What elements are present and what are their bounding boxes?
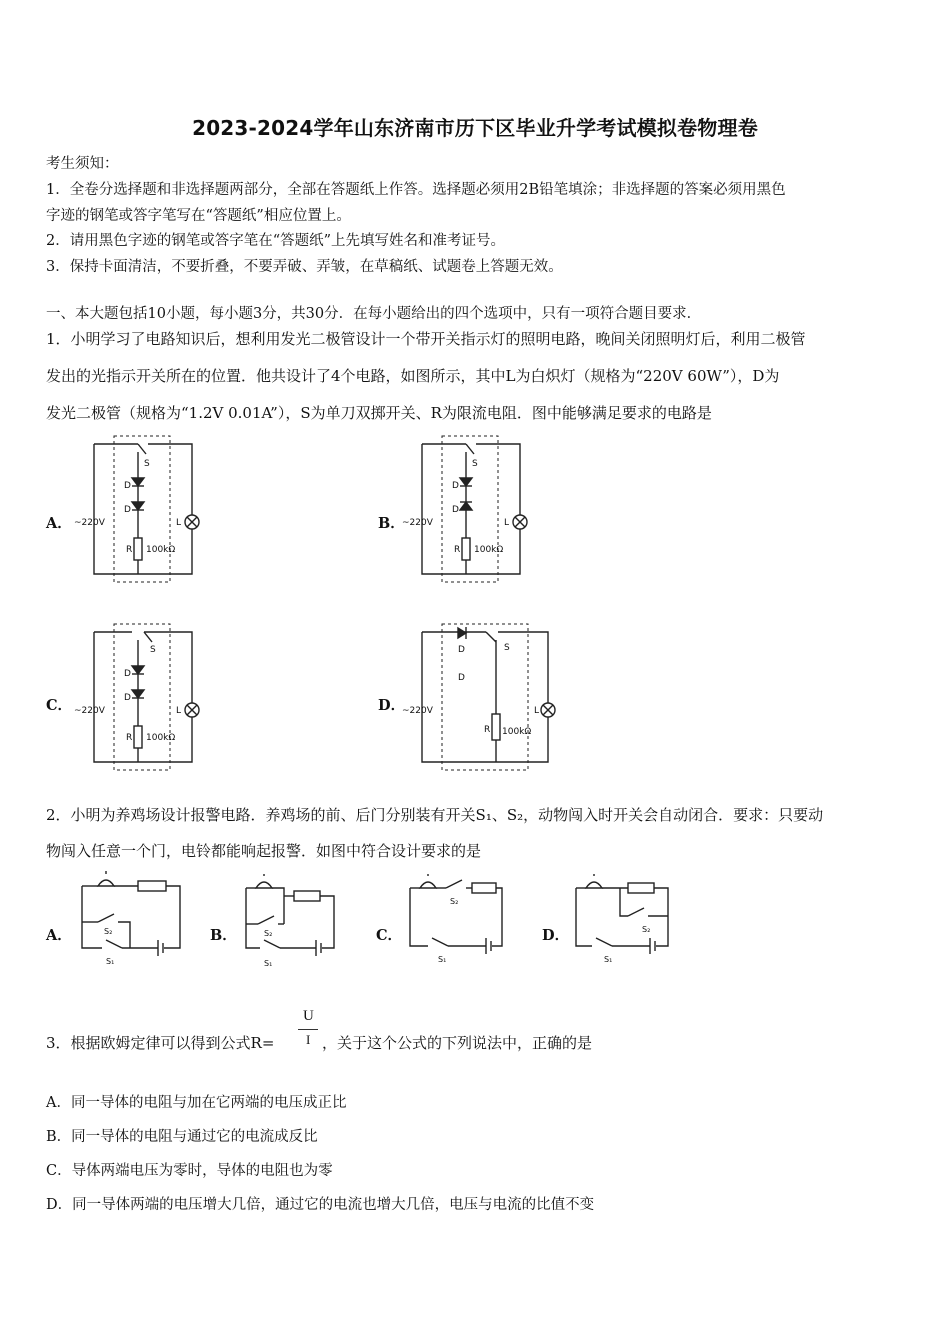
fraction-denominator: I (306, 1032, 311, 1047)
q3-choice-a: A．同一导体的电阻与加在它两端的电压成正比 (46, 1095, 347, 1111)
alarm-circuit-c (402, 874, 512, 970)
diode-label: D (124, 505, 131, 515)
alarm-circuit-d (568, 874, 678, 970)
diode-label: D (124, 481, 131, 491)
switch-s2-label: S₂ (264, 929, 273, 938)
source-label: ~220V (74, 706, 105, 716)
resistor-label: R (484, 725, 491, 735)
q3-choice-c: C．导体两端电压为零时，导体的电阻也为零 (46, 1163, 333, 1179)
alarm-circuit-b (238, 874, 348, 970)
source-label: ~220V (402, 518, 433, 528)
resistance-label: 100kΩ (146, 733, 176, 743)
resistor-label: R (126, 733, 133, 743)
notice-heading: 考生须知： (46, 156, 119, 172)
notice-item: 字迹的钢笔或答字笔写在“答题纸”相应位置上。 (46, 208, 351, 224)
circuit-diagram-c (70, 618, 220, 778)
switch-s1-label: S₁ (604, 955, 613, 964)
q1-option-b-label: B． (378, 515, 405, 532)
q1-option-c-label: C． (46, 697, 73, 714)
switch-s1-label: S₁ (438, 955, 447, 964)
q3-stem-after: ，关于这个公式的下列说法中，正确的是 (322, 1034, 593, 1052)
switch-s1-label: S₁ (264, 959, 273, 968)
resistance-label: 100kΩ (502, 727, 532, 737)
resistance-label: 100kΩ (474, 545, 504, 555)
lamp-label: L (176, 706, 182, 716)
lamp-label: L (176, 518, 182, 528)
diode-label: D (458, 645, 465, 655)
diode-label: D (124, 669, 131, 679)
switch-label: S (144, 459, 150, 469)
q1-line: 1．小明学习了电路知识后，想利用发光二极管设计一个带开关指示灯的照明电路，晚间关闭照明灯后，利用二极管 (46, 330, 806, 348)
q2-option-c-label: C． (376, 927, 403, 944)
switch-label: S (150, 645, 156, 655)
notice-item: 3．保持卡面清洁，不要折叠，不要弄破、弄皱，在草稿纸、试题卷上答题无效。 (46, 259, 563, 275)
switch-s1-label: S₁ (106, 957, 115, 966)
fraction-numerator: U (303, 1008, 314, 1024)
resistance-label: 100kΩ (146, 545, 176, 555)
diode-label: D (452, 481, 459, 491)
diode-label: D (458, 673, 465, 683)
circuit-diagram-b (398, 430, 548, 590)
q3-stem-before: 3．根据欧姆定律可以得到公式R= (46, 1034, 275, 1052)
diode-label: D (452, 505, 459, 515)
q1-option-a-label: A． (46, 515, 72, 532)
source-label: ~220V (74, 518, 105, 528)
q3-choice-b: B．同一导体的电阻与通过它的电流成反比 (46, 1129, 318, 1145)
switch-label: S (504, 643, 510, 653)
alarm-circuit-a (72, 870, 188, 970)
switch-s2-label: S₂ (450, 897, 459, 906)
circuit-diagram-a (70, 430, 220, 590)
q1-option-d-label: D． (378, 697, 406, 714)
section-header: 一、本大题包括10小题，每小题3分，共30分．在每小题给出的四个选项中，只有一项符合题目要求． (46, 306, 702, 322)
lamp-label: L (504, 518, 510, 528)
resistor-label: R (454, 545, 461, 555)
q2-line: 2．小明为养鸡场设计报警电路．养鸡场的前、后门分别装有开关S₁、S₂，动物闯入时开关会自动闭合．要求：只要动 (46, 806, 824, 824)
switch-s2-label: S₂ (104, 927, 113, 936)
circuit-diagram-d (398, 618, 568, 778)
q2-line: 物闯入任意一个门，电铃都能响起报警．如图中符合设计要求的是 (46, 842, 482, 860)
lamp-label: L (534, 706, 540, 716)
diode-label: D (124, 693, 131, 703)
q2-option-a-label: A． (46, 927, 72, 944)
q1-line: 发出的光指示开关所在的位置．他共设计了4个电路，如图所示，其中L为白炽灯（规格为“220V 60W”），D为 (46, 367, 780, 385)
resistor-label: R (126, 545, 133, 555)
notice-item: 1．全卷分选择题和非选择题两部分，全部在答题纸上作答。选择题必须用2B铅笔填涂；非选择题的答案必须用黑色 (46, 182, 786, 198)
switch-label: S (472, 459, 478, 469)
page-title: 2023-2024学年山东济南市历下区毕业升学考试模拟卷物理卷 (192, 116, 758, 140)
q1-line: 发光二极管（规格为“1.2V 0.01A”），S为单刀双掷开关、R为限流电阻．图中能够满足要求的电路是 (46, 404, 712, 422)
notice-item: 2．请用黑色字迹的钢笔或答字笔在“答题纸”上先填写姓名和准考证号。 (46, 233, 506, 249)
q2-option-d-label: D． (542, 927, 570, 944)
switch-s2-label: S₂ (642, 925, 651, 934)
q3-choice-d: D．同一导体两端的电压增大几倍，通过它的电流也增大几倍，电压与电流的比值不变 (46, 1197, 595, 1213)
q2-option-b-label: B． (210, 927, 237, 944)
source-label: ~220V (402, 706, 433, 716)
fraction-bar (298, 1029, 318, 1030)
